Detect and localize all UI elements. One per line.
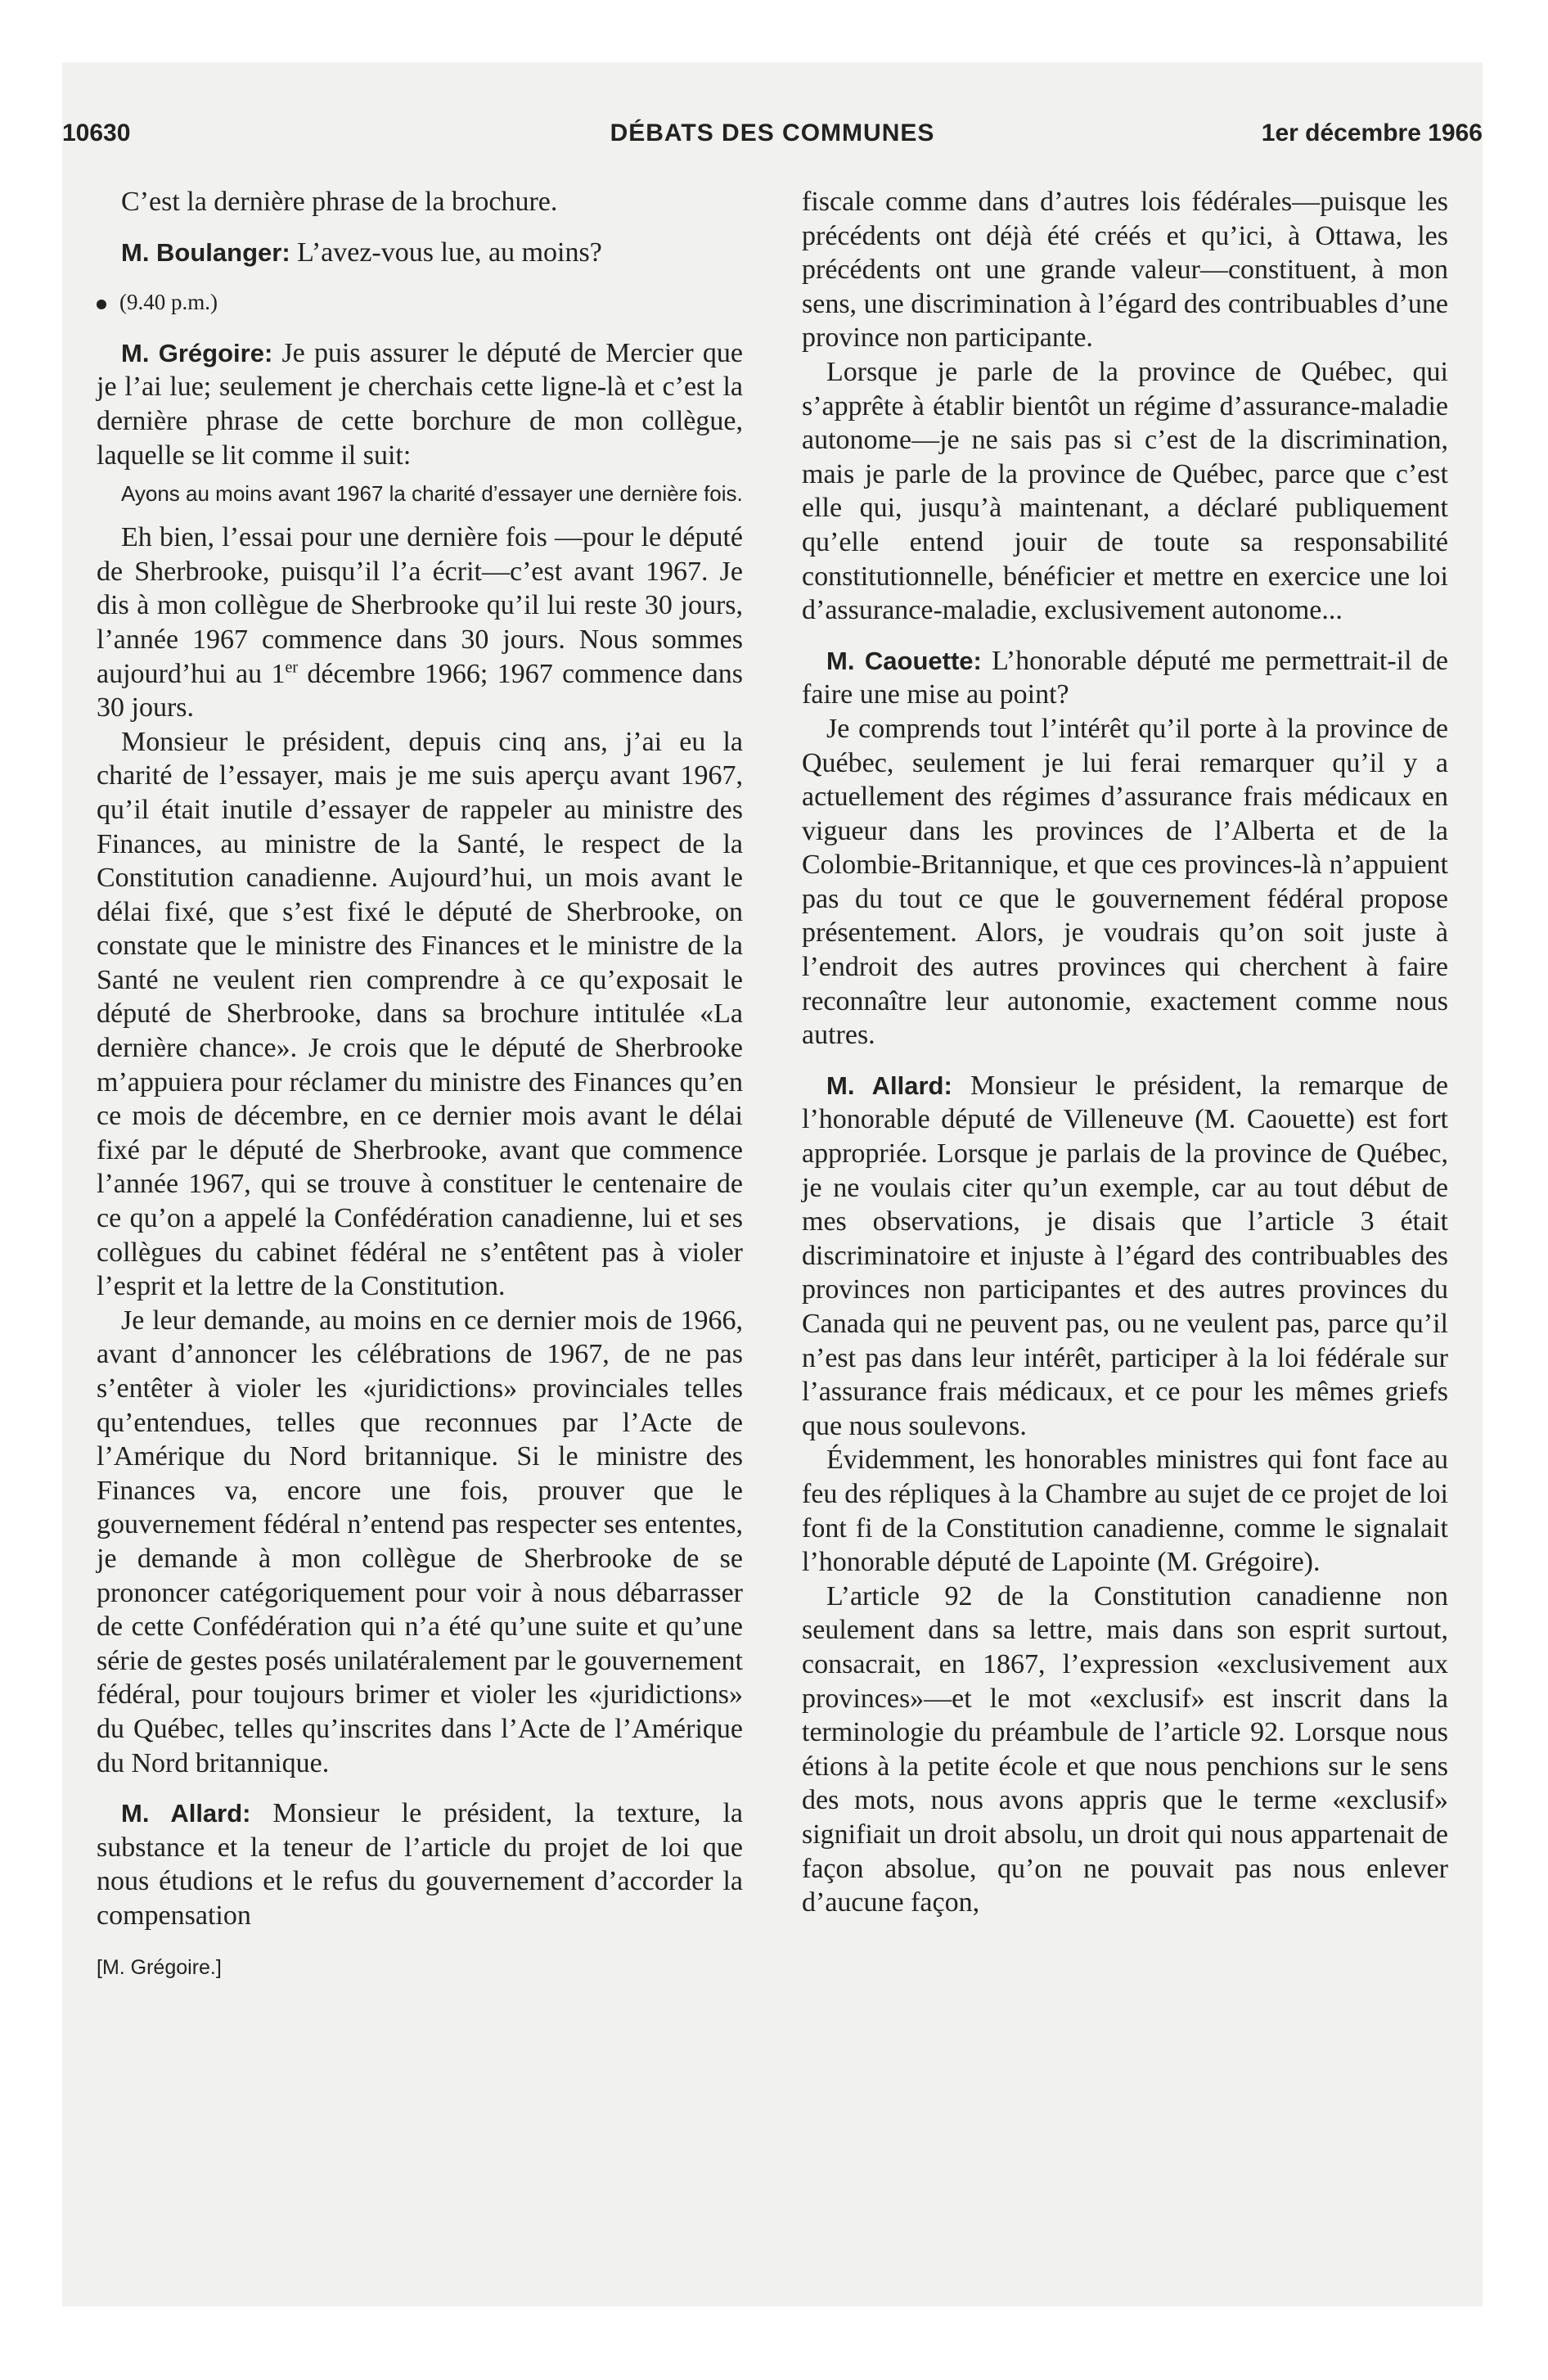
paragraph: Je leur demande, au moins en ce dernier mois de 1966, avant d’annoncer les célébrations de 1967, de ne pas s’entêter à violer les «juridictions» provinciales telles qu’entendues, telles que reconnues par l’Acte de l’Amérique du Nord britannique. Si le ministre des Finances va, encore une fois, prouver que le gouvernement fédéral n’entend pas respecter ses ententes, je demande à mon collègue de Sherbrooke de se prononcer catégoriquement pour voir à nous débarrasser de cette Confédération qui n’a été qu’une suite et qu’une série de gestes posés unilatéralement par le gouvernement fédéral, pour toujours brimer et violer les «juridictions» du Québec, telles qu’inscrites dans l’Acte de l’Amérique du Nord britannique.: [97, 1305, 743, 1778]
superscript: er: [285, 658, 299, 677]
speech-text: L’honorable député me permettrait-il de faire une mise au point?: [802, 645, 1448, 710]
paragraph: C’est la dernière phrase de la brochure.: [121, 187, 558, 217]
paragraph-boulanger: [97, 236, 743, 270]
paragraph: L’article 92 de la Constitution canadienne non seulement dans sa lettre, mais dans son esprit surtout, consacrait, en 1867, l’expression «exclusivement aux provinces»—et le mot «exclusif» est inscrit dans la terminologie du préambule de l’article 92. Lorsque nous étions à la petite école et que nous penchions sur le sens des mots, nous avons appris que le terme «exclusif» signifiait un droit absolu, un droit qui nous appartenait de façon absolue, qu’on ne pouvait pas nous enlever d’aucune façon,: [802, 1580, 1448, 1918]
page-date: 1er décembre 1966: [1261, 119, 1483, 146]
page-header: [62, 119, 1483, 156]
time-text: (9.40 p.m.): [119, 290, 218, 315]
speaker-name: M. Boulanger:: [121, 237, 290, 267]
paragraph-gregoire: [97, 336, 743, 472]
left-column: [97, 185, 743, 1985]
paragraph: Monsieur le président, depuis cinq ans, j’ai eu la charité de l’essayer, mais je me suis aperçu avant 1967, qu’il était inutile d’essayer de rappeler au ministre des Finances, au ministre de la Santé, le respect de la Constitution canadienne. Aujourd’hui, un mois avant le délai fixé, que s’est fixé le député de Sherbrooke, on constate que le ministre des Finances et le ministre de la Santé ne veulent rien comprendre à ce qu’exposait le député de Sherbrooke, dans sa brochure intitulée «La dernière chance». Je crois que le député de Sherbrooke m’appuiera pour réclamer du ministre des Finances qu’en ce mois de décembre, en ce dernier mois avant le délai fixé par le député de Sherbrooke, avant que commence l’année 1967, qui se trouve à constituer le centenaire de ce qu’on a appelé la Confédération canadienne, lui et ses collègues du cabinet fédéral ne s’entêtent pas à violer l’esprit et la lettre de la Constitution.: [97, 726, 743, 1302]
paragraph: Je comprends tout l’intérêt qu’il porte à la province de Québec, seulement je lui ferai remarquer qu’il y a actuellement des régimes d’assurance frais médicaux en vigueur dans les provinces de l’Alberta et de la Colombie-Britannique, et que ces provinces-là n’appuient pas du tout ce que le gouvernement fédéral propose présentement. Alors, je voudrais qu’on soit juste à l’endroit des autres provinces qui cherchent à faire reconnaître leur autonomie, exactement comme nous autres.: [802, 713, 1448, 1051]
speaker-name: M. Caouette:: [826, 646, 982, 675]
speaker-name: M. Allard:: [121, 1799, 251, 1828]
speech-text: Je puis assurer le député de Mercier que je l’ai lue; seulement je cherchais cette ligne-là et c’est la dernière phrase de cette borchure de mon collègue, laquelle se lit comme il suit:: [97, 337, 743, 471]
paragraph: Lorsque je parle de la province de Québec, qui s’apprête à établir bientôt un régime d’assurance-maladie autonome—je ne sais pas si c’est de la discrimination, mais je parle de la province de Québec, parce que c’est elle qui, jusqu’à maintenant, a déclaré publiquement qu’elle entend jouir de toute sa responsabilité constitutionnelle, bénéficier et mettre en exercice une loi d’assurance-maladie, exclusivement autonome...: [802, 356, 1448, 626]
paragraph-caouette: [802, 644, 1448, 712]
speaker-reference: [M. Grégoire.]: [97, 1955, 222, 1979]
speech-text: décembre 1966; 1967 commence dans 30 jours.: [97, 658, 744, 723]
speaker-name: M. Allard:: [826, 1071, 952, 1100]
speech-text: Eh bien, l’essai pour une dernière fois —pour le député de Sherbrooke, puisqu’il l’a écrit—c’est avant 1967. Je dis à mon collègue de Sherbrooke qu’il lui reste 30 jours, l’année 1967 commence dans 30 jours. Nous sommes aujourd’hui au 1: [97, 522, 743, 689]
page-number: 10630: [62, 119, 131, 146]
speech-text: L’avez-vous lue, au moins?: [290, 237, 602, 268]
paragraph: Évidemment, les honorables ministres qui font face au feu des répliques à la Chambre au sujet de ce projet de loi font fi de la Constitution canadienne, comme le signalait l’honorable député de Lapointe (M. Grégoire).: [802, 1445, 1448, 1578]
speaker-name: M. Grégoire:: [121, 338, 273, 367]
time-marker: [97, 286, 743, 320]
paragraph-allard: [97, 1796, 743, 1932]
paragraph: [97, 521, 743, 725]
bullet-icon: [97, 300, 106, 309]
speech-text: Monsieur le président, la remarque de l’honorable député de Villeneuve (M. Caouette) est fort appropriée. Lorsque je parlais de la province de Québec, je ne voulais citer qu’un exemple, car au tout début de mes observations, je disais que l’article 3 était discriminatoire et injuste à l’égard des contribuables des provinces non participantes et des autres provinces du Canada qui ne peuvent pas, ou ne veulent pas, parce qu’il n’est pas dans leur intérêt, participer à la loi fédérale sur l’assurance frais médicaux, et ce pour les mêmes griefs que nous soulevons.: [802, 1070, 1448, 1441]
page-scan: [62, 62, 1483, 2306]
paragraph-allard: [802, 1069, 1448, 1444]
paragraph: fiscale comme dans d’autres lois fédérales—puisque les précédents ont déjà été créés et qu’ici, à Ottawa, les précédents ont une grande valeur—constituent, à mon sens, une discrimination à l’égard des contribuables d’une province non participante.: [802, 187, 1448, 354]
block-quote: Ayons au moins avant 1967 la charité d’essayer une dernière fois.: [121, 481, 743, 507]
right-column: [802, 185, 1448, 1920]
speech-text: Monsieur le président, la texture, la substance et la teneur de l’article du projet de loi que nous étudions et le refus du gouvernement d’accorder la compensation: [97, 1798, 743, 1931]
page-title: DÉBATS DES COMMUNES: [610, 119, 935, 146]
